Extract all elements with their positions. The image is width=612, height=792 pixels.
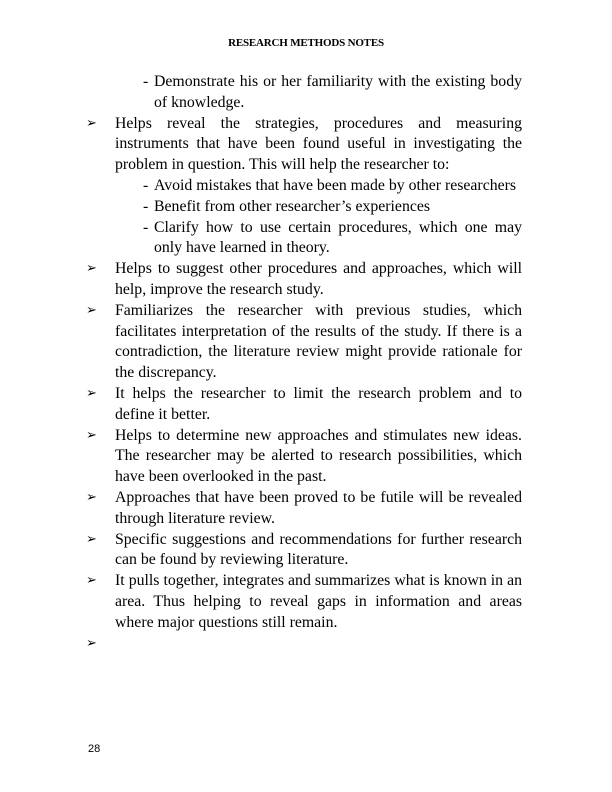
bullet-item-text: Specific suggestions and recommendations for further research can be found by reviewing literature. (115, 530, 522, 569)
arrow-bullet-icon: ➢ (86, 489, 97, 505)
bullet-item (86, 530, 522, 572)
sub-item-text: Avoid mistakes that have been made by other researchers (154, 176, 517, 194)
arrow-bullet-icon: ➢ (86, 573, 97, 589)
bullet-item (86, 384, 522, 426)
bullet-item-text: Approaches that have been proved to be futile will be revealed through literature review. (115, 488, 522, 527)
bullet-item (86, 488, 522, 530)
arrow-bullet-icon: ➢ (86, 261, 97, 277)
bullet-item (86, 426, 522, 488)
bullet-item (86, 259, 522, 301)
arrow-bullet-icon: ➢ (86, 385, 97, 401)
bullet-item-text: It helps the researcher to limit the research problem and to define it better. (115, 384, 522, 423)
bullet-item-text: Helps to determine new approaches and stimulates new ideas. The researcher may be alerted to research possibilities, which have been overlooked in the past. (115, 426, 522, 486)
dash-marker: - (143, 197, 149, 215)
sub-item (143, 72, 522, 114)
bullet-item-text: Familiarizes the researcher with previous studies, which facilitates interpretation of the results of the study. If there is a contradiction, the literature review might provide rationale for the discrepancy. (115, 301, 522, 382)
running-header: RESEARCH METHODS NOTES (228, 37, 384, 49)
arrow-bullet-icon: ➢ (86, 635, 97, 651)
sub-item (143, 197, 522, 218)
arrow-bullet-icon: ➢ (86, 115, 97, 131)
sub-item-text: Benefit from other researcher’s experiences (154, 197, 431, 215)
arrow-bullet-icon: ➢ (86, 427, 97, 443)
sub-item (143, 176, 522, 197)
notes-body (86, 72, 522, 651)
sub-item (143, 218, 522, 260)
dash-marker: - (143, 176, 149, 194)
sub-item-text: Clarify how to use certain procedures, which one may only have learned in theory. (154, 218, 522, 257)
bullet-item-text: Helps reveal the strategies, procedures and measuring instruments that have been found useful in investigating the problem in question. This will help the researcher to: (115, 114, 522, 174)
bullet-item-text: Helps to suggest other procedures and approaches, which will help, improve the research study. (115, 260, 522, 298)
sub-item-text: Demonstrate his or her familiarity with the existing body of knowledge. (154, 73, 522, 111)
page-number: 28 (88, 743, 101, 755)
bullet-item-text: It pulls together, integrates and summarizes what is known in an area. Thus helping to reveal gaps in information and areas where major questions still remain. (115, 572, 522, 631)
arrow-bullet-icon: ➢ (86, 302, 97, 318)
dash-marker: - (143, 73, 149, 90)
bullet-item (86, 114, 522, 176)
bullet-item (86, 571, 522, 633)
arrow-bullet-icon: ➢ (86, 531, 97, 547)
bullet-item (86, 301, 522, 384)
dash-marker: - (143, 218, 149, 236)
